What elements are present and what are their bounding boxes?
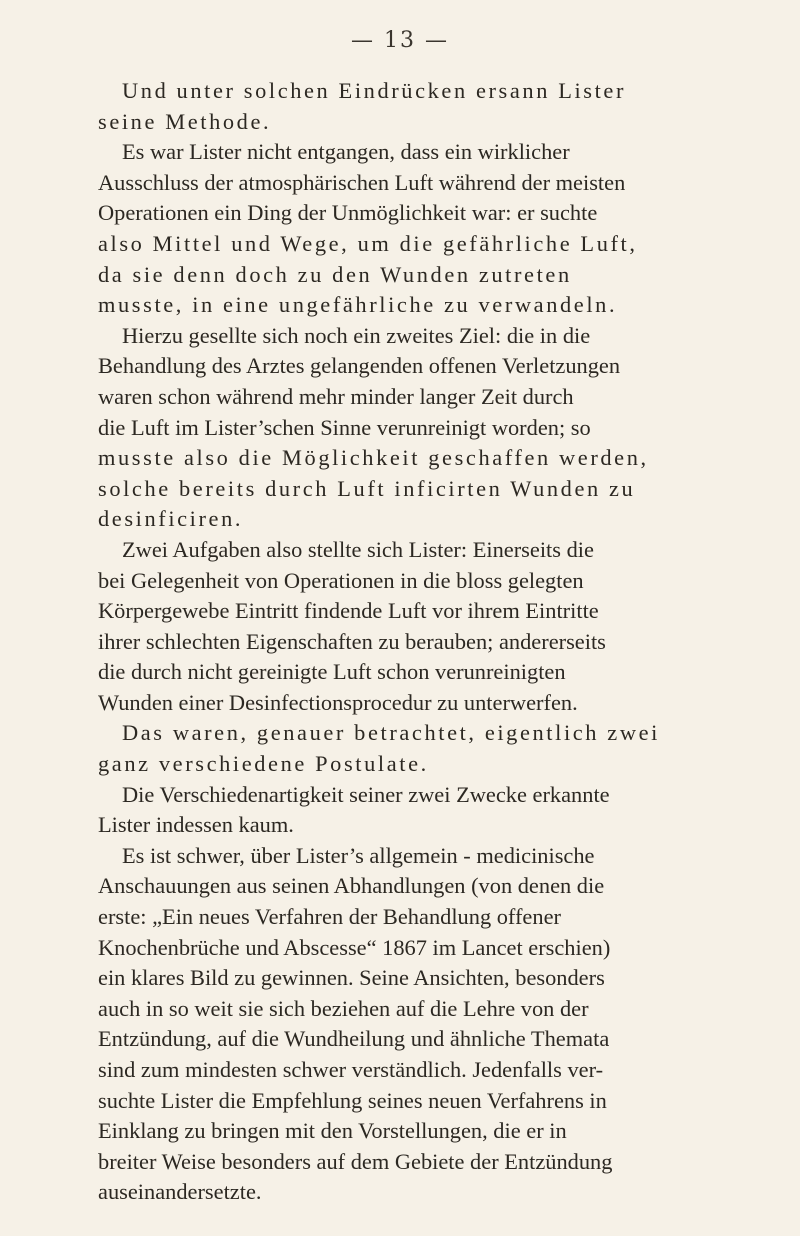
text-line: ganz verschiedene Postulate. (98, 751, 429, 777)
text-line: waren schon während mehr minder langer Zeit durch (98, 383, 574, 409)
text-line: die durch nicht gereinigte Luft schon verunreinigten (98, 659, 566, 685)
text-line: erste: „Ein neues Verfahren der Behandlung offener (98, 904, 561, 930)
text-line: Einklang zu bringen mit den Vorstellungen, die er in (98, 1118, 567, 1144)
text-line: Das waren, genauer betrachtet, eigentlich zwei (122, 720, 660, 746)
text-line: Es war Lister nicht entgangen, dass ein wirklicher (122, 139, 570, 165)
text-line: musste also die Möglichkeit geschaffen werden, (98, 445, 649, 471)
text-line: Ausschluss der atmosphärischen Luft während der meisten (98, 169, 626, 195)
text-line: Knochenbrüche und Abscesse“ 1867 im Lancet erschien) (98, 934, 611, 960)
text-line: bei Gelegenheit von Operationen in die bloss gelegten (98, 567, 584, 593)
text-line: Behandlung des Arztes gelangenden offenen Verletzungen (98, 353, 621, 379)
body-text (98, 76, 704, 1208)
text-line: auseinandersetzte. (98, 1179, 262, 1205)
text-line: da sie denn doch zu den Wunden zutreten (98, 261, 572, 287)
text-line: suchte Lister die Empfehlung seines neuen Verfahrens in (98, 1087, 607, 1113)
text-line: Lister indessen kaum. (98, 812, 294, 838)
text-line: die Luft im Lister’schen Sinne verunreinigt worden; so (98, 414, 591, 440)
text-line: Entzündung, auf die Wundheilung und ähnliche Themata (98, 1026, 610, 1052)
text-line: seine Methode. (98, 108, 272, 134)
text-line: auch in so weit sie sich beziehen auf die Lehre von der (98, 995, 589, 1021)
text-line: desinficiren. (98, 506, 244, 532)
text-line: solche bereits durch Luft inficirten Wunden zu (98, 475, 636, 501)
text-line: Und unter solchen Eindrücken ersann Lister (122, 78, 627, 103)
text-line: Körpergewebe Eintritt findende Luft vor ihrem Eintritte (98, 598, 599, 624)
text-line: Es ist schwer, über Lister’s allgemein - medicinische (122, 842, 595, 868)
text-line: Zwei Aufgaben also stellte sich Lister: Einerseits die (122, 536, 594, 562)
text-line: ihrer schlechten Eigenschaften zu berauben; andererseits (98, 628, 606, 654)
text-line: Wunden einer Desinfectionsprocedur zu unterwerfen. (98, 689, 578, 715)
text-line: Die Verschiedenartigkeit seiner zwei Zwecke erkannte (122, 781, 610, 807)
text-line: also Mittel und Wege, um die gefährliche Luft, (98, 230, 638, 256)
text-line: ein klares Bild zu gewinnen. Seine Ansichten, besonders (98, 965, 605, 991)
page-number: — 13 — (351, 28, 449, 53)
text-line: sind zum mindesten schwer verständlich. Jedenfalls ver- (98, 1057, 604, 1082)
text-line: musste, in eine ungefährliche zu verwandeln. (98, 292, 618, 318)
text-line: Hierzu gesellte sich noch ein zweites Ziel: die in die (122, 322, 591, 348)
text-line: Anschauungen aus seinen Abhandlungen (von denen die (98, 873, 605, 899)
text-line: breiter Weise besonders auf dem Gebiete der Entzündung (98, 1148, 613, 1174)
text-line: Operationen ein Ding der Unmöglichkeit war: er suchte (98, 200, 598, 226)
